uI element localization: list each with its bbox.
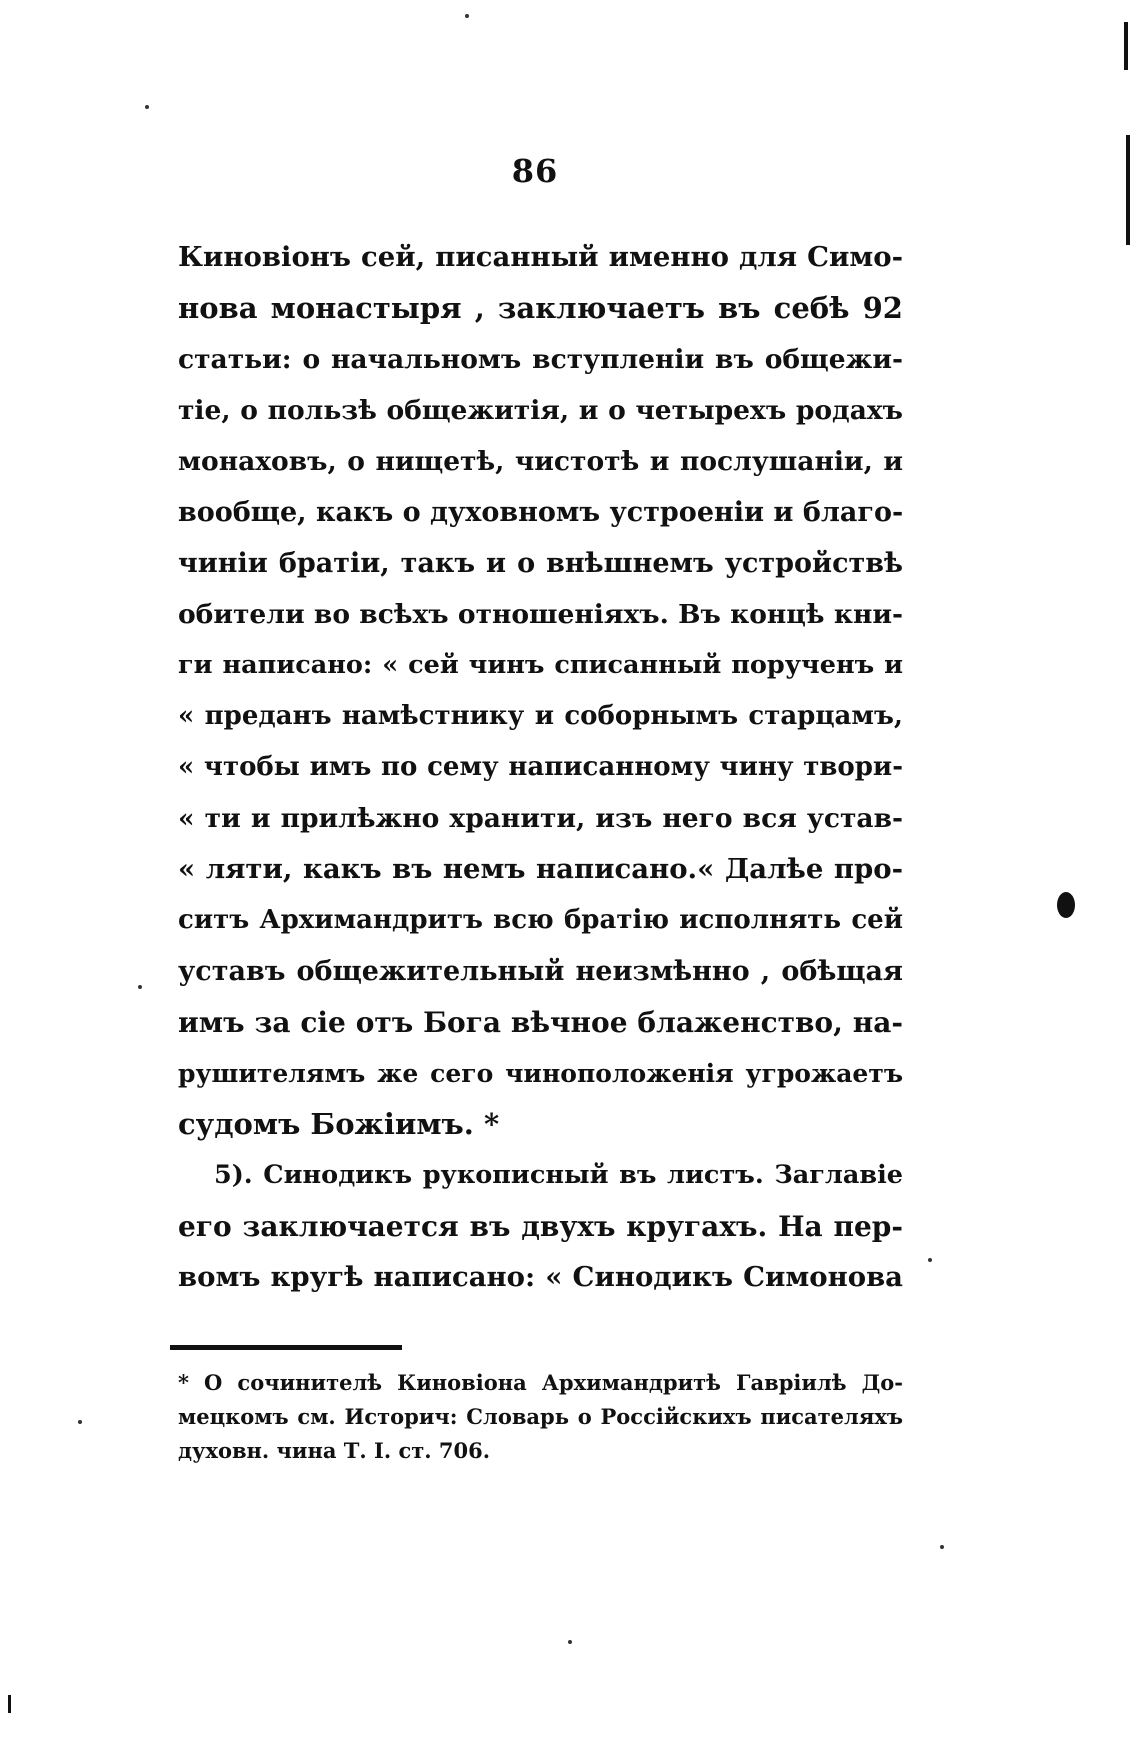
text-line: Киновіонъ сей, писанный именно для Симо- (178, 241, 903, 273)
text-line: монаховъ, о нищетѣ, чистотѣ и послушаніи, и (178, 446, 903, 477)
text-line: « ти и прилѣжно хранити, изъ него вся устав- (178, 803, 903, 834)
scan-speck (145, 105, 149, 109)
footnote-rule (170, 1345, 402, 1350)
text-line: 5). Синодикъ рукописный въ листъ. Заглавіе (214, 1160, 903, 1190)
scan-artifact-blot (1057, 892, 1075, 918)
text-line: его заключается въ двухъ кругахъ. На пер- (178, 1210, 903, 1243)
text-line: судомъ Божіимъ. * (178, 1107, 500, 1141)
scan-artifact-bar (1126, 135, 1130, 245)
text-line: ги написано: « сей чинъ списанный порученъ и (178, 650, 903, 680)
text-line: ситъ Архимандритъ всю братію исполнять сей (178, 905, 903, 935)
text-line: чиніи братіи, такъ и о внѣшнемъ устройствѣ (178, 548, 903, 579)
footnote-line: мецкомъ см. Историч: Словарь о Россійскихъ писателяхъ (178, 1404, 903, 1429)
text-line: тіе, о пользѣ общежитія, и о четырехъ родахъ (178, 395, 903, 426)
scan-speck (568, 1640, 572, 1644)
text-line: уставъ общежительный неизмѣнно , обѣщая (178, 956, 903, 987)
text-line: « преданъ намѣстнику и соборнымъ старцамъ, (178, 701, 903, 731)
main-text (178, 232, 903, 1303)
text-line: обители во всѣхъ отношеніяхъ. Въ концѣ кни- (178, 599, 903, 630)
text-line: имъ за сіе отъ Бога вѣчное блаженство, на- (178, 1006, 903, 1039)
text-line: статьи: о начальномъ вступленіи въ общежи- (178, 344, 903, 375)
footnote-line: духовн. чина Т. I. ст. 706. (178, 1438, 491, 1463)
text-line: вообще, какъ о духовномъ устроеніи и благо- (178, 497, 904, 528)
scan-speck (78, 1420, 82, 1424)
text-line: вомъ кругѣ написано: « Синодикъ Симонова (178, 1261, 903, 1293)
text-line: нова монастыря , заключаетъ въ себѣ 92 (178, 291, 903, 325)
footnote-line: * О сочинителѣ Киновіона Архимандритѣ Гавріилѣ До- (178, 1370, 903, 1395)
scan-artifact-bar (8, 1695, 11, 1713)
text-line: « чтобы имъ по сему написанному чину твори- (178, 752, 903, 782)
scan-speck (138, 985, 142, 989)
scan-artifact-bar (1124, 22, 1128, 70)
scan-speck (465, 14, 469, 18)
text-line: рушителямъ же сего чиноположенія угрожаетъ (178, 1059, 903, 1088)
page-number: 86 (511, 152, 559, 190)
text-line: « ляти, какъ въ немъ написано.« Далѣе про- (178, 853, 903, 885)
footnote (178, 1366, 903, 1468)
scan-speck (940, 1545, 944, 1549)
scan-speck (928, 1258, 932, 1262)
